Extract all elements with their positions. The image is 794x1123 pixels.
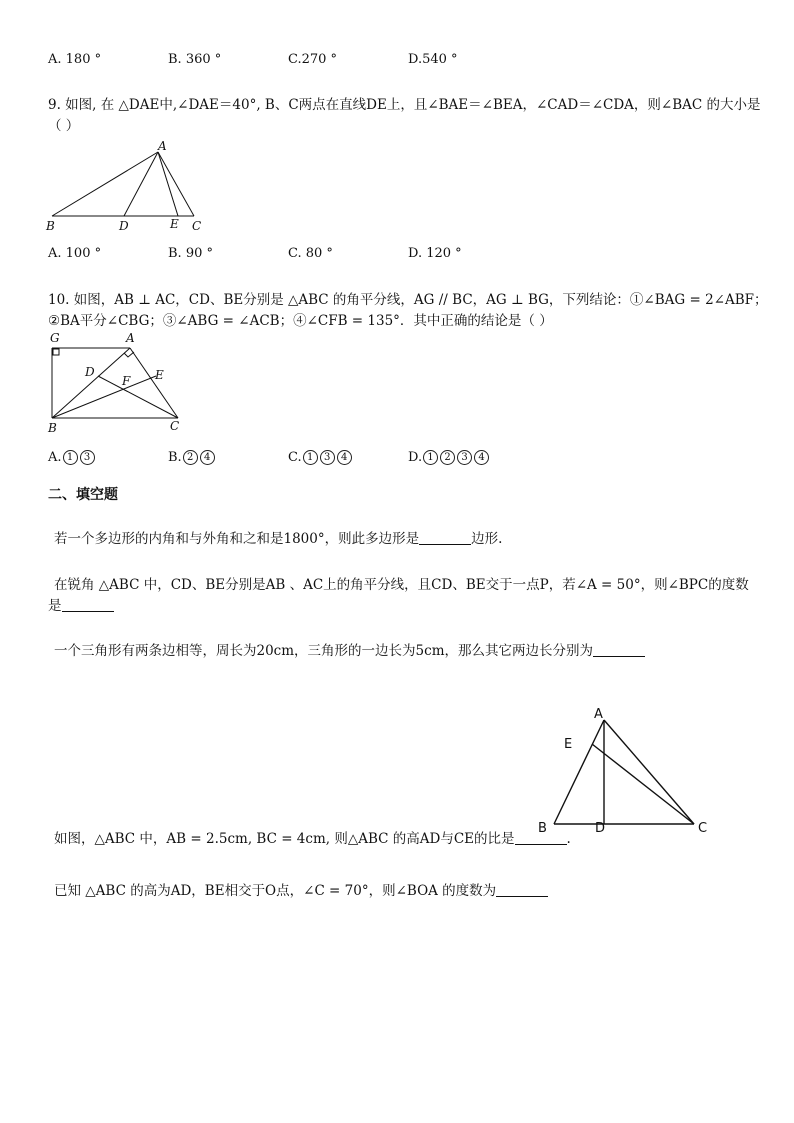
q9-option-d: D. 120 ° [408,246,462,261]
q9-label-e: E [170,217,179,231]
q10-stem-line1: 10. 如图，AB ⊥ AC，CD、BE分别是 △ABC 的角平分线，AG // BC，AG ⊥ BG，下列结论：①∠BAG = 2∠ABF； [48,292,768,308]
q9-option-c: C. 80 ° [288,246,333,261]
q9-label-c: C [192,219,202,233]
fill2-blank[interactable] [62,597,114,612]
fill4-blank[interactable] [515,830,567,845]
q10-label-f: F [122,374,131,388]
q10-stem-line2: ②BA平分∠CBG；③∠ABG = ∠ACB；④∠CFB = 135°．其中正确的结论是（ ） [48,313,553,329]
q10-option-d: D. 1 2 3 4 [408,450,490,465]
q10-option-c: C. 1 3 4 [288,450,353,465]
q10-label-g: G [50,331,60,345]
fill4-label-e: E [564,737,573,752]
q9-option-b: B. 90 ° [168,246,213,261]
q9-stem-line1: 9. 如图, 在 △DAE中,∠DAE＝40°, B、C两点在直线DE上，且∠BAE＝∠BEA，∠CAD＝∠CDA，则∠BAC 的大小是 [48,97,761,113]
q10-option-a: A. 1 3 [48,450,96,465]
section-title: 二、填空题 [48,487,118,503]
fill3-blank[interactable] [593,642,645,657]
q9-figure [44,140,214,236]
q10-label-d: D [85,365,95,379]
q9-option-a: A. 100 ° [48,246,102,261]
fill4-label-b: B [538,821,547,836]
q9-label-a: A [158,140,167,153]
fill1-line: 若一个多边形的内角和与外角和之和是1800°，则此多边形是 边形. [54,531,503,547]
q10-label-b: B [48,421,57,434]
q8-option-d: D.540 ° [408,52,458,67]
fill4-label-d: D [595,821,606,836]
q10-option-b: B. 2 4 [168,450,216,465]
q10-label-c: C [170,419,180,433]
fill5-line: 已知 △ABC 的高为AD，BE相交于O点，∠C = 70°，则∠BOA 的度数为 [54,881,548,902]
q8-option-c: C.270 ° [288,52,338,67]
q10-figure [44,330,194,434]
fill4-label-c: C [698,821,708,836]
q10-label-a: A [126,331,135,345]
fill5-blank[interactable] [496,882,548,897]
fill1-blank[interactable] [419,530,471,545]
fill2-line1: 在锐角 △ABC 中，CD、BE分别是AB 、AC上的角平分线，且CD、BE交于一点P，若∠A = 50°，则∠BPC的度数 [54,577,749,593]
q8-option-b: B. 360 ° [168,52,222,67]
q10-label-e: E [155,368,164,382]
q9-stem-line2: （ ） [48,118,80,134]
q9-label-d: D [119,219,129,233]
q9-label-b: B [46,219,55,233]
fill2-line2: 是 [48,596,114,617]
fill4-line: 如图，△ABC 中，AB = 2.5cm, BC = 4cm, 则△ABC 的高AD与CE的比是 . [54,831,571,847]
fill4-label-a: A [594,707,603,722]
fill3-line: 一个三角形有两条边相等，周长为20cm，三角形的一边长为5cm，那么其它两边长分别为 [54,641,645,662]
q8-option-a: A. 180 ° [48,52,102,67]
fill4-figure [532,704,718,840]
